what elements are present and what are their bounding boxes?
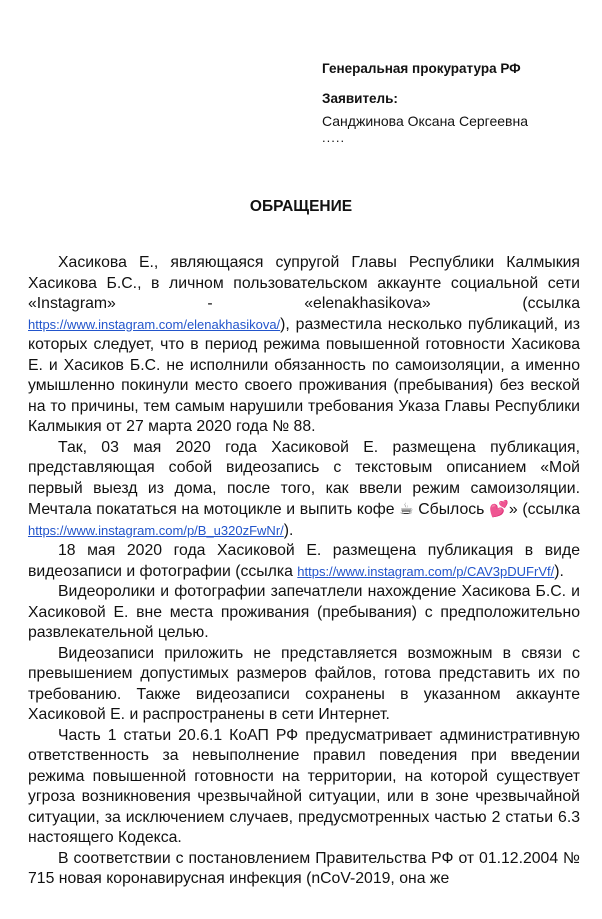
paragraph-3-text-b: ). [554, 562, 564, 580]
coffee-icon: ☕ [399, 499, 414, 518]
applicant-label: Заявитель: [322, 91, 398, 106]
link-instagram-post-1[interactable]: https://www.instagram.com/p/B_u320zFwNr/ [28, 522, 284, 538]
paragraph-1-text-a: Хасикова Е., являющаяся супругой Главы Республики Калмыкия Хасикова Б.С., в личном пользовательском аккаунте социальной сети «Instagram» - «elenakhasikova» (ссылка [28, 254, 580, 312]
paragraph-2-text-d: ). [283, 521, 294, 539]
paragraph-4: Видеоролики и фотографии запечатлели нахождение Хасикова Б.С. и Хасиковой Е. вне места проживания (пребывания) с предположительно развлекательной целью. [28, 583, 580, 641]
recipient: Генеральная прокуратура РФ [322, 61, 521, 76]
paragraph-1-text-b: ), разместила несколько публикаций, из которых следует, что в период режима повышенной готовности Хасикова Е. и Хасиков Б.С. не исполнили обязанность по самоизоляции, а именно умышленно покинули место своего проживания (пребывания) без веской на то причины, тем самым нарушили требования Указа Главы Республики Калмыкия от 27 марта 2020 года № 88. [28, 315, 580, 435]
document-header [322, 58, 528, 144]
paragraph-3-text-a: 18 мая 2020 года Хасиковой Е. размещена публикация в виде видеозаписи и фотографии (ссылка [28, 542, 580, 580]
paragraph-1 [28, 253, 580, 438]
paragraph-2-text-b: Сбылось [413, 501, 489, 518]
paragraph-2-text-c: » (ссылка [508, 501, 580, 518]
link-instagram-profile[interactable]: https://www.instagram.com/elenakhasikova/ [28, 316, 281, 332]
paragraph-6: Часть 1 статьи 20.6.1 КоАП РФ предусматривает административную ответственность за невыполнение правил поведения при введении режима повышенной готовности на территории, на которой существует угроза возникновения чрезвычайной ситуации, или в зоне чрезвычайной ситуации, за исключением случаев, предусмотренных частью 2 статьи 6.3 настоящего Кодекса. [28, 726, 580, 846]
paragraph-3 [28, 541, 580, 582]
hearts-icon: 💕 [488, 499, 509, 518]
applicant-name: Санджинова Оксана Сергеевна [322, 113, 528, 129]
link-instagram-post-2[interactable]: https://www.instagram.com/p/CAV3pDUFrVf/ [297, 563, 555, 579]
paragraph-5: Видеозаписи приложить не представляется возможным в связи с превышением допустимых размеров файлов, готова представить их по требованию. Также видеозаписи сохранены в указанном аккаунте Хасиковой Е. и распространены в сети Интернет. [28, 644, 580, 723]
document-title: ОБРАЩЕНИЕ [249, 198, 353, 215]
applicant-address-placeholder: ..... [322, 130, 346, 145]
paragraph-7: В соответствии с постановлением Правительства РФ от 01.12.2004 № 715 новая коронавирусная инфекция (nCoV-2019, она же [28, 849, 580, 887]
document-body [28, 253, 580, 890]
paragraph-2 [28, 438, 580, 542]
paragraph-2-text-a: Так, 03 мая 2020 года Хасиковой Е. размещена публикация, представляющая собой видеозапись с текстовым описанием «Мой первый выезд из дома, после того, как ввели режим самоизоляции. Мечтала покататься на мотоцикле и выпить кофе [28, 438, 580, 518]
